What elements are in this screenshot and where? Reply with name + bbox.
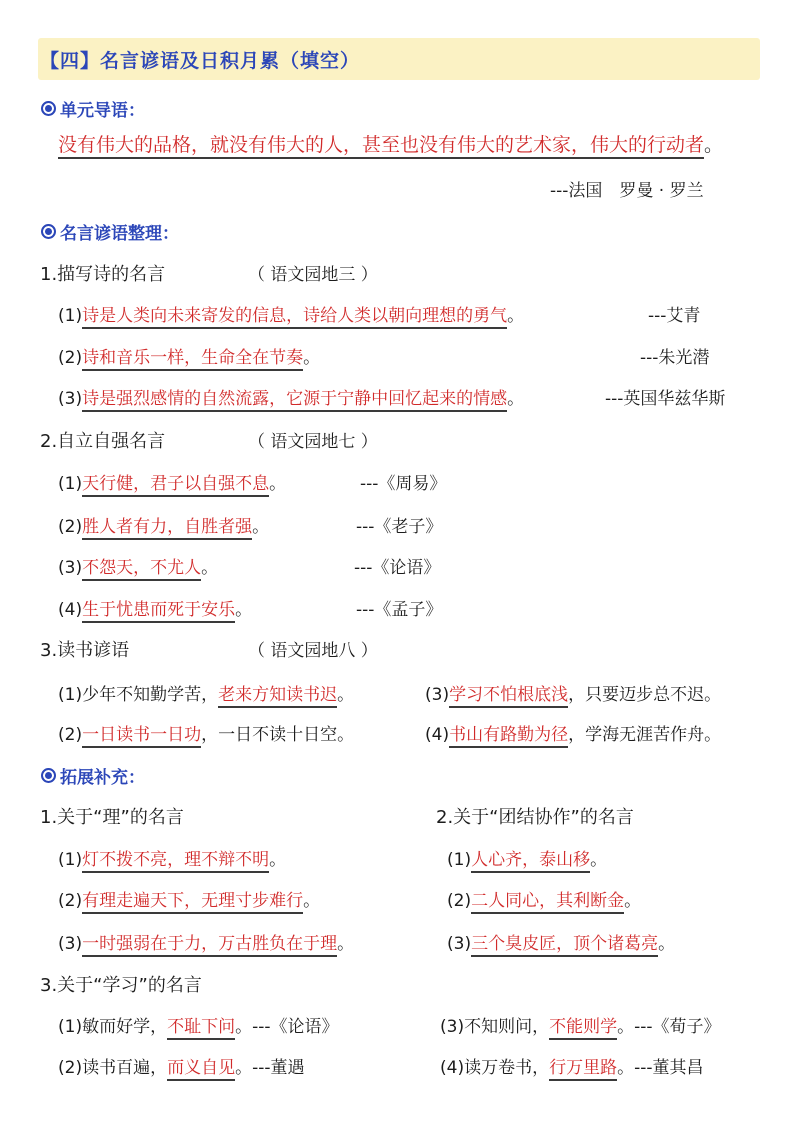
item-number: (3) <box>58 389 83 409</box>
page-title: 【四】名言谚语及日积月累（填空） <box>40 50 361 72</box>
item-number: (1) <box>58 306 83 326</box>
item-answer: 一日读书一日功 <box>82 725 201 748</box>
item-answer: 一时强弱在于力，万古胜负在于理 <box>82 934 337 957</box>
item-tail: 。 <box>507 306 525 326</box>
item-tail: 。 <box>337 934 355 954</box>
item-number: (4) <box>440 1058 465 1078</box>
item-number: (1) <box>58 1017 83 1037</box>
item-answer: 三个臭皮匠，顶个诸葛亮 <box>471 934 658 957</box>
item-number: (4) <box>58 600 83 620</box>
item-tail: ，学海无涯苦作舟。 <box>568 725 722 745</box>
quote-item <box>58 301 524 326</box>
item-pre: 读万卷书， <box>464 1058 550 1078</box>
item-tail: ，一日不读十日空。 <box>201 725 355 745</box>
item-number: (4) <box>425 725 450 745</box>
item-author: ---英国华兹华斯 <box>605 389 726 409</box>
bullet-icon <box>41 768 56 783</box>
quote-item <box>58 1012 339 1037</box>
item-tail: 。 <box>303 891 321 911</box>
item-answer: 二人同心，其利断金 <box>471 891 624 914</box>
item-number: (3) <box>58 934 83 954</box>
item-number: (2) <box>58 891 83 911</box>
item-answer: 老来方知读书迟 <box>218 685 337 708</box>
item-answer: 诗是强烈感情的自然流露，它源于宁静中回忆起来的情感 <box>82 389 507 412</box>
group-title: 1.描写诗的名言 <box>40 264 166 285</box>
item-tail: 。 <box>507 389 525 409</box>
quote-item <box>58 469 286 494</box>
item-number: (3) <box>447 934 472 954</box>
item-answer: 不耻下问 <box>167 1017 235 1040</box>
item-number: (1) <box>447 850 472 870</box>
proverb-item <box>58 720 354 745</box>
quote-item <box>58 845 286 870</box>
guide-author: ---法国 罗曼 · 罗兰 <box>550 181 704 201</box>
item-number: (3) <box>440 1017 465 1037</box>
item-tail: 。 <box>252 517 270 537</box>
item-tail: 。 <box>658 934 676 954</box>
item-pre: 不知则问， <box>464 1017 550 1037</box>
item-tail: 。 <box>303 348 321 368</box>
item-tail: 。---《荀子》 <box>617 1017 721 1037</box>
item-answer: 灯不拨不亮，理不辩不明 <box>82 850 269 873</box>
item-tail: 。 <box>624 891 642 911</box>
item-tail: 。 <box>590 850 608 870</box>
organize-heading <box>40 219 179 244</box>
group-source: （ 语文园地七 ） <box>248 432 378 452</box>
item-number: (2) <box>58 1058 83 1078</box>
proverb-item <box>58 680 354 705</box>
guide-quote-answer: 没有伟大的品格，就没有伟大的人，甚至也没有伟大的艺术家，伟大的行动者 <box>58 134 704 159</box>
group-source: （ 语文园地三 ） <box>248 265 378 285</box>
item-answer: 行万里路 <box>549 1058 617 1081</box>
bullet-icon <box>41 224 56 239</box>
item-pre: 敏而好学， <box>82 1017 168 1037</box>
quote-item <box>447 929 675 954</box>
quote-item <box>440 1012 721 1037</box>
item-tail: 。 <box>269 474 287 494</box>
quote-item <box>58 595 252 620</box>
item-tail: 。---董遇 <box>235 1058 305 1078</box>
group-title: 1.关于“理”的名言 <box>40 807 184 828</box>
item-answer: 学习不怕根底浅 <box>449 685 568 708</box>
quote-item <box>58 1053 305 1078</box>
item-number: (2) <box>447 891 472 911</box>
item-tail: 。 <box>235 600 253 620</box>
quote-item <box>447 886 641 911</box>
guide-heading <box>40 96 145 121</box>
guide-heading-label: 单元导语： <box>60 101 145 121</box>
organize-heading-label: 名言谚语整理： <box>60 224 179 244</box>
item-number: (1) <box>58 474 83 494</box>
quote-item <box>58 384 524 409</box>
item-number: (3) <box>58 558 83 578</box>
item-answer: 诗是人类向未来寄发的信息，诗给人类以朝向理想的勇气 <box>82 306 507 329</box>
item-number: (2) <box>58 517 83 537</box>
item-author: ---艾青 <box>648 306 701 326</box>
quote-item <box>58 343 320 368</box>
item-number: (1) <box>58 850 83 870</box>
item-answer: 不能则学 <box>549 1017 617 1040</box>
guide-quote <box>58 130 723 157</box>
group-source: （ 语文园地八 ） <box>248 641 378 661</box>
item-author: ---《论语》 <box>354 558 441 578</box>
item-answer: 胜人者有力，自胜者强 <box>82 517 252 540</box>
item-answer: 诗和音乐一样，生命全在节奏 <box>82 348 303 371</box>
group-title: 3.关于“学习”的名言 <box>40 975 202 996</box>
quote-item <box>58 512 269 537</box>
item-number: (2) <box>58 725 83 745</box>
item-answer: 而义自见 <box>167 1058 235 1081</box>
quote-item <box>440 1053 704 1078</box>
item-author: ---《周易》 <box>360 474 447 494</box>
item-author: ---朱光潜 <box>640 348 710 368</box>
item-number: (3) <box>425 685 450 705</box>
guide-quote-end: 。 <box>704 134 724 156</box>
item-tail: 。---《论语》 <box>235 1017 339 1037</box>
item-pre: 少年不知勤学苦， <box>82 685 219 705</box>
quote-item <box>58 553 218 578</box>
item-author: ---《老子》 <box>356 517 443 537</box>
item-number: (1) <box>58 685 83 705</box>
item-tail: 。---董其昌 <box>617 1058 704 1078</box>
extend-heading <box>40 763 145 788</box>
item-pre: 读书百遍， <box>82 1058 168 1078</box>
item-tail: 。 <box>337 685 355 705</box>
item-answer: 生于忧患而死于安乐 <box>82 600 235 623</box>
proverb-item <box>425 680 721 705</box>
item-answer: 人心齐，泰山移 <box>471 850 590 873</box>
item-number: (2) <box>58 348 83 368</box>
item-answer: 书山有路勤为径 <box>449 725 568 748</box>
item-tail: 。 <box>201 558 219 578</box>
quote-item <box>58 886 320 911</box>
group-title: 3.读书谚语 <box>40 640 130 661</box>
bullet-icon <box>41 101 56 116</box>
item-answer: 不怨天，不尤人 <box>82 558 201 581</box>
group-title: 2.关于“团结协作”的名言 <box>436 807 634 828</box>
item-author: ---《孟子》 <box>356 600 443 620</box>
item-answer: 有理走遍天下，无理寸步难行 <box>82 891 303 914</box>
extend-heading-label: 拓展补充： <box>60 768 145 788</box>
quote-item <box>447 845 607 870</box>
proverb-item <box>425 720 721 745</box>
quote-item <box>58 929 354 954</box>
item-tail: ，只要迈步总不迟。 <box>568 685 722 705</box>
group-title: 2.自立自强名言 <box>40 431 166 452</box>
item-answer: 天行健，君子以自强不息 <box>82 474 269 497</box>
item-tail: 。 <box>269 850 287 870</box>
